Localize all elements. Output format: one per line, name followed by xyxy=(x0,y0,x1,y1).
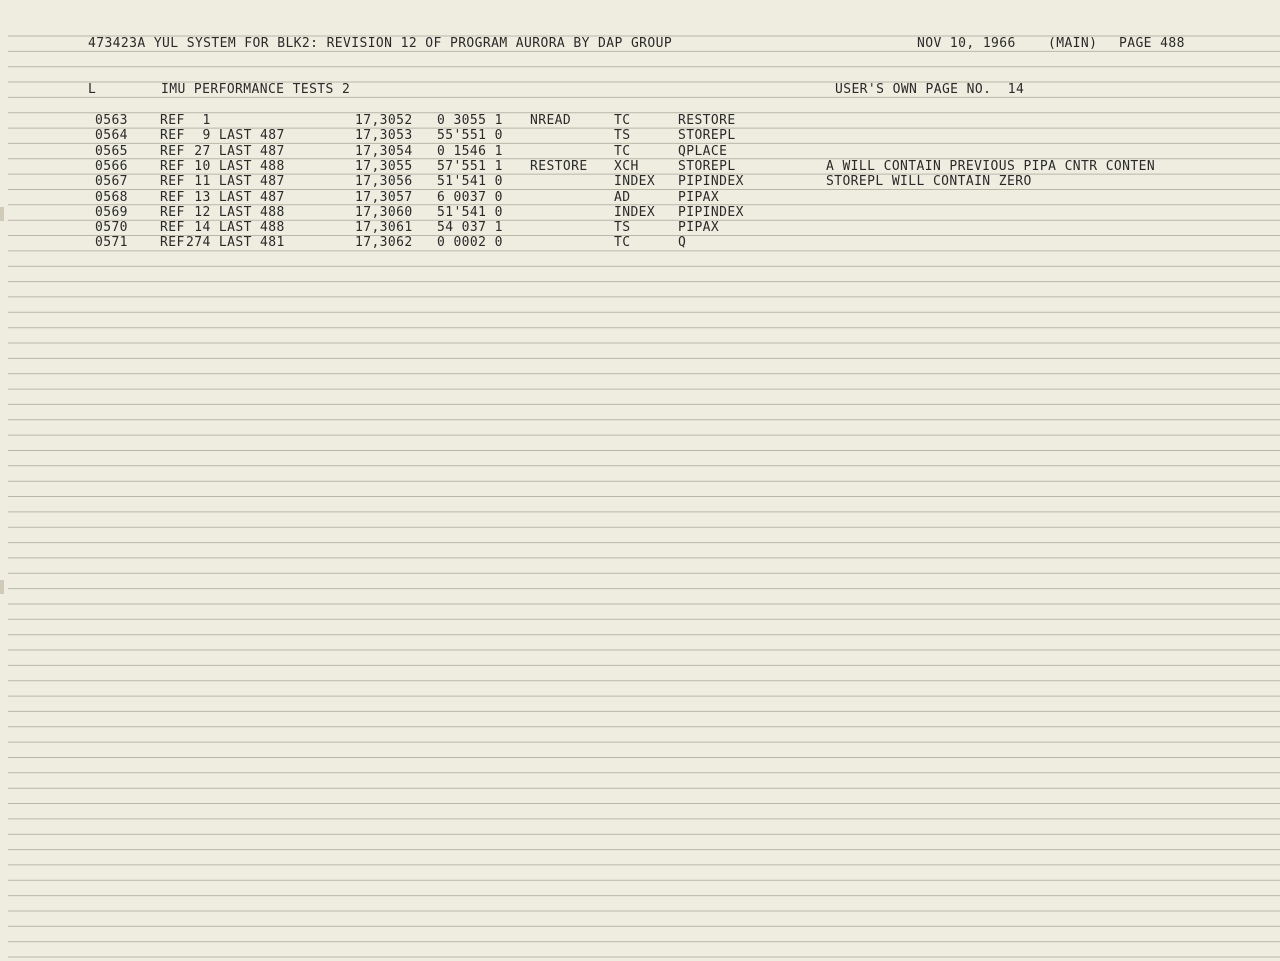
ref-keyword: REF xyxy=(160,143,185,159)
ref-info: 11 LAST 487 xyxy=(186,174,285,190)
listing-date: NOV 10, 1966 xyxy=(917,36,1016,51)
octal-word: 54 037 1 xyxy=(437,220,503,236)
opcode: TC xyxy=(614,113,631,128)
address: 17,3061 xyxy=(355,220,413,236)
operand: PIPINDEX xyxy=(678,174,744,190)
octal-word: 6 0037 0 xyxy=(437,189,503,205)
octal-word: 55'551 0 xyxy=(437,128,503,144)
address: 17,3054 xyxy=(355,143,413,159)
ref-keyword: REF xyxy=(160,220,185,236)
line-number: 0568 xyxy=(95,189,128,205)
ref-keyword: REF xyxy=(160,189,185,205)
line-number: 0566 xyxy=(95,158,128,174)
ref-keyword: REF xyxy=(160,204,185,220)
opcode: INDEX xyxy=(614,174,656,190)
line-number: 0563 xyxy=(95,113,128,128)
address: 17,3055 xyxy=(355,158,413,174)
operand: RESTORE xyxy=(678,113,736,128)
user-page-number: USER'S OWN PAGE NO. 14 xyxy=(835,82,1025,97)
ref-info: 9 LAST 487 xyxy=(186,128,285,144)
line-number: 0570 xyxy=(95,220,128,236)
location-label: NREAD xyxy=(530,113,572,128)
operand: QPLACE xyxy=(678,143,728,159)
margin-mark xyxy=(0,207,4,221)
address: 17,3060 xyxy=(355,204,413,220)
log-section-title: IMU PERFORMANCE TESTS 2 xyxy=(161,82,351,97)
section-marker: L xyxy=(88,82,97,97)
octal-word: 51'541 0 xyxy=(437,204,503,220)
line-number: 0564 xyxy=(95,128,128,144)
operand: STOREPL xyxy=(678,158,736,174)
line-number: 0565 xyxy=(95,143,128,159)
ref-keyword: REF xyxy=(160,235,185,251)
octal-word: 0 0002 0 xyxy=(437,235,503,251)
opcode: TC xyxy=(614,235,631,251)
page-number: PAGE 488 xyxy=(1119,36,1185,51)
line-number: 0567 xyxy=(95,174,128,190)
operand: PIPAX xyxy=(678,189,720,205)
listing-section: (MAIN) xyxy=(1048,36,1098,51)
line-number: 0571 xyxy=(95,235,128,251)
ref-info: 1 xyxy=(186,113,293,128)
opcode: TC xyxy=(614,143,631,159)
address: 17,3057 xyxy=(355,189,413,205)
margin-mark xyxy=(0,580,4,594)
opcode: AD xyxy=(614,189,631,205)
ref-keyword: REF xyxy=(160,113,185,128)
ref-info: 27 LAST 487 xyxy=(186,143,285,159)
address: 17,3056 xyxy=(355,174,413,190)
address: 17,3053 xyxy=(355,128,413,144)
ref-keyword: REF xyxy=(160,128,185,144)
octal-word: 57'551 1 xyxy=(437,158,503,174)
operand: PIPAX xyxy=(678,220,720,236)
opcode: XCH xyxy=(614,158,639,174)
location-label: RESTORE xyxy=(530,158,588,174)
listing-title: 473423A YUL SYSTEM FOR BLK2: REVISION 12 OF PROGRAM AURORA BY DAP GROUP xyxy=(88,36,673,51)
operand: PIPINDEX xyxy=(678,204,744,220)
ref-info: 10 LAST 488 xyxy=(186,158,285,174)
address: 17,3062 xyxy=(355,235,413,251)
octal-word: 0 3055 1 xyxy=(437,113,503,128)
ref-info: 13 LAST 487 xyxy=(186,189,285,205)
ref-keyword: REF xyxy=(160,174,185,190)
line-number: 0569 xyxy=(95,204,128,220)
operand: STOREPL xyxy=(678,128,736,144)
octal-word: 51'541 0 xyxy=(437,174,503,190)
comment: STOREPL WILL CONTAIN ZERO xyxy=(826,174,1032,190)
ref-info: 274 LAST 481 xyxy=(186,235,285,251)
opcode: INDEX xyxy=(614,204,656,220)
octal-word: 0 1546 1 xyxy=(437,143,503,159)
comment: A WILL CONTAIN PREVIOUS PIPA CNTR CONTEN xyxy=(826,158,1156,174)
ref-info: 12 LAST 488 xyxy=(186,204,285,220)
ref-keyword: REF xyxy=(160,158,185,174)
ref-info: 14 LAST 488 xyxy=(186,220,285,236)
operand: Q xyxy=(678,235,687,251)
opcode: TS xyxy=(614,220,631,236)
opcode: TS xyxy=(614,128,631,144)
address: 17,3052 xyxy=(355,113,413,128)
